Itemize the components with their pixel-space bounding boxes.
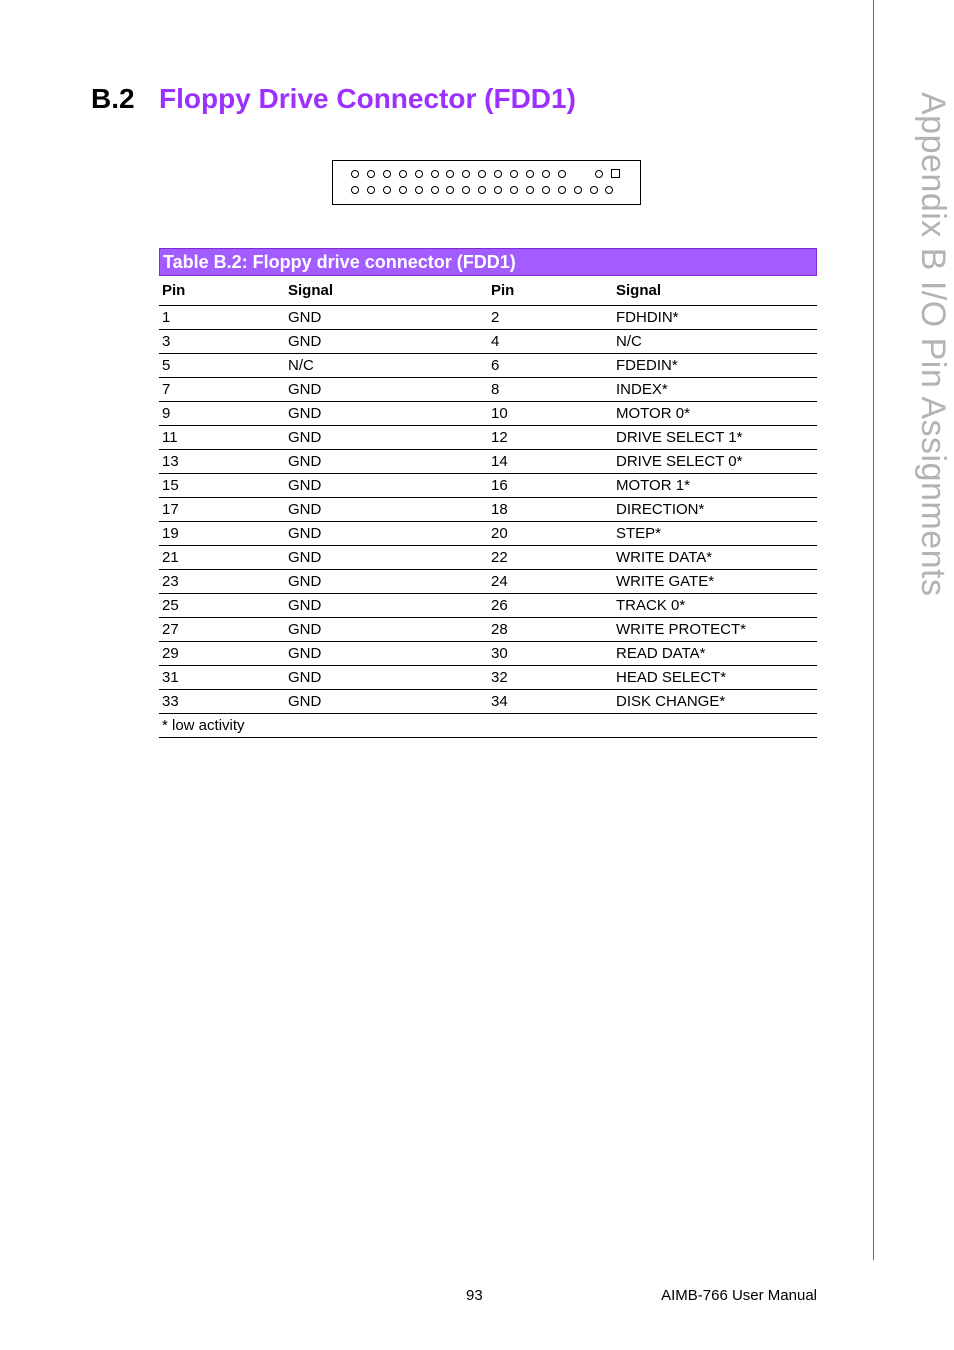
cell-pin: 16 [488,474,613,498]
cell-pin: 31 [159,666,285,690]
connector-pin [367,186,375,194]
connector-pin [446,170,454,178]
cell-pin: 15 [159,474,285,498]
connector-pin [351,170,359,178]
connector-pin [526,170,534,178]
cell-signal: GND [285,666,488,690]
table-row [159,378,817,402]
connector-pin [605,186,613,194]
cell-pin: 26 [488,594,613,618]
cell-signal: WRITE PROTECT* [613,618,817,642]
cell-pin: 21 [159,546,285,570]
cell-signal: DIRECTION* [613,498,817,522]
connector-diagram [332,160,641,205]
cell-signal: READ DATA* [613,642,817,666]
cell-pin: 1 [159,306,285,330]
cell-pin: 30 [488,642,613,666]
table-row [159,666,817,690]
connector-pin [478,170,486,178]
connector-pin [526,186,534,194]
cell-pin: 34 [488,690,613,714]
table-row [159,498,817,522]
cell-pin: 17 [159,498,285,522]
cell-signal: DRIVE SELECT 0* [613,450,817,474]
pin-table [159,276,817,738]
cell-pin: 6 [488,354,613,378]
footnote-row [159,714,817,738]
connector-pin [558,186,566,194]
section-number: B.2 [91,83,135,114]
cell-pin: 13 [159,450,285,474]
connector-pin [574,186,582,194]
cell-pin: 29 [159,642,285,666]
cell-pin: 22 [488,546,613,570]
column-header-signal: Signal [613,276,817,306]
column-header-pin: Pin [488,276,613,306]
connector-pin [542,186,550,194]
column-header-pin: Pin [159,276,285,306]
table-body [159,306,817,714]
table-row [159,522,817,546]
cell-pin: 11 [159,426,285,450]
cell-pin: 5 [159,354,285,378]
cell-signal: GND [285,450,488,474]
page-number: 93 [466,1287,483,1304]
cell-signal: GND [285,690,488,714]
table-row [159,618,817,642]
cell-signal: GND [285,522,488,546]
cell-pin: 27 [159,618,285,642]
connector-pin [558,170,566,178]
table-row [159,594,817,618]
cell-signal: GND [285,570,488,594]
connector-pin [478,186,486,194]
table-row [159,546,817,570]
connector-pin [399,186,407,194]
cell-signal: STEP* [613,522,817,546]
connector-pin [446,186,454,194]
cell-signal: GND [285,642,488,666]
side-tab-text: Appendix B I/O Pin Assignments [914,92,952,597]
cell-pin: 20 [488,522,613,546]
cell-signal: HEAD SELECT* [613,666,817,690]
cell-signal: DRIVE SELECT 1* [613,426,817,450]
connector-pin [399,170,407,178]
cell-signal: WRITE DATA* [613,546,817,570]
cell-signal: GND [285,618,488,642]
cell-signal: TRACK 0* [613,594,817,618]
cell-pin: 2 [488,306,613,330]
connector-pin [510,186,518,194]
connector-pin [367,170,375,178]
cell-pin: 9 [159,402,285,426]
cell-pin: 12 [488,426,613,450]
cell-signal: GND [285,306,488,330]
cell-signal: MOTOR 1* [613,474,817,498]
cell-pin: 33 [159,690,285,714]
table-caption: Table B.2: Floppy drive connector (FDD1) [159,248,817,276]
cell-pin: 10 [488,402,613,426]
cell-pin: 14 [488,450,613,474]
side-rule [873,0,874,1260]
cell-signal: WRITE GATE* [613,570,817,594]
cell-pin: 23 [159,570,285,594]
cell-pin: 4 [488,330,613,354]
table-row [159,474,817,498]
cell-signal: GND [285,546,488,570]
table-row [159,450,817,474]
cell-pin: 18 [488,498,613,522]
cell-signal: N/C [285,354,488,378]
connector-pin [431,170,439,178]
connector-pin [494,186,502,194]
cell-signal: FDEDIN* [613,354,817,378]
connector-pin-1-square [611,169,620,178]
cell-pin: 3 [159,330,285,354]
cell-signal: DISK CHANGE* [613,690,817,714]
connector-pin [595,170,603,178]
table-header-row [159,276,817,306]
manual-name: AIMB-766 User Manual [661,1287,817,1304]
connector-pin [462,186,470,194]
cell-signal: INDEX* [613,378,817,402]
section-title: Floppy Drive Connector (FDD1) [159,83,576,114]
cell-signal: GND [285,474,488,498]
cell-signal: GND [285,402,488,426]
cell-signal: MOTOR 0* [613,402,817,426]
table-row [159,330,817,354]
cell-signal: GND [285,426,488,450]
cell-pin: 25 [159,594,285,618]
connector-pin [383,186,391,194]
cell-signal: N/C [613,330,817,354]
cell-signal: GND [285,594,488,618]
connector-pin [431,186,439,194]
table-row [159,690,817,714]
cell-pin: 32 [488,666,613,690]
side-tab [913,92,953,614]
table-row [159,642,817,666]
table-row [159,426,817,450]
cell-signal: GND [285,330,488,354]
connector-pin [415,170,423,178]
connector-pin [462,170,470,178]
column-header-signal: Signal [285,276,488,306]
cell-pin: 24 [488,570,613,594]
cell-signal: GND [285,498,488,522]
connector-pin [351,186,359,194]
cell-pin: 19 [159,522,285,546]
section-heading [91,83,576,119]
cell-signal: GND [285,378,488,402]
cell-pin: 8 [488,378,613,402]
table-row [159,402,817,426]
connector-pin [510,170,518,178]
table-row [159,306,817,330]
pin-table-container [159,248,817,738]
table-row [159,354,817,378]
table-row [159,570,817,594]
cell-pin: 7 [159,378,285,402]
connector-pin [542,170,550,178]
connector-pin [590,186,598,194]
cell-pin: 28 [488,618,613,642]
table-footnote: * low activity [159,714,817,738]
connector-pin [494,170,502,178]
cell-signal: FDHDIN* [613,306,817,330]
connector-pin [415,186,423,194]
connector-pin [383,170,391,178]
